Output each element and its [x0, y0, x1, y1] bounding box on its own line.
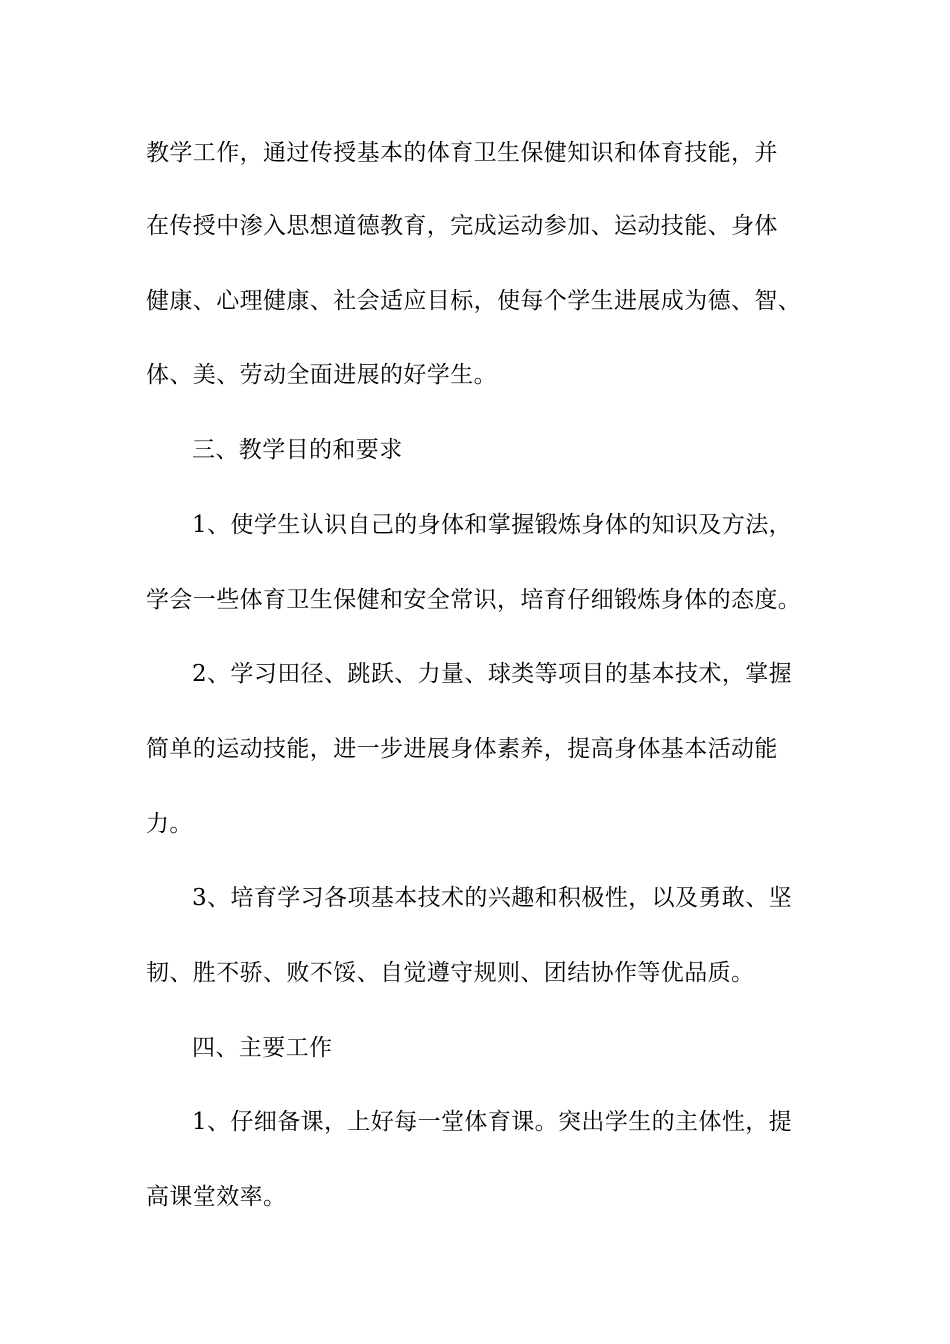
paragraph-line: 体、美、劳动全面进展的好学生。 — [146, 362, 497, 388]
paragraph-line: 力。 — [146, 811, 193, 837]
paragraph-line: 教学工作，通过传授基本的体育卫生保健知识和体育技能，并 — [146, 140, 778, 166]
paragraph-line: 在传授中渗入思想道德教育，完成运动参加、运动技能、身体 — [146, 213, 778, 239]
paragraph-line: 简单的运动技能，进一步进展身体素养，提高身体基本活动能 — [146, 736, 778, 762]
paragraph-line: 学会一些体育卫生保健和安全常识，培育仔细锻炼身体的态度。 — [146, 587, 802, 613]
section-heading: 四、主要工作 — [192, 1035, 333, 1061]
paragraph-line: 高课堂效率。 — [146, 1184, 287, 1210]
paragraph-line: 1、仔细备课，上好每一堂体育课。突出学生的主体性，提 — [192, 1109, 793, 1135]
paragraph-line: 2、学习田径、跳跃、力量、球类等项目的基本技术，掌握 — [192, 661, 793, 687]
paragraph-line: 韧、胜不骄、败不馁、自觉遵守规则、团结协作等优品质。 — [146, 960, 755, 986]
paragraph-line: 1、使学生认识自己的身体和掌握锻炼身体的知识及方法， — [192, 512, 793, 538]
section-heading: 三、教学目的和要求 — [192, 437, 403, 463]
paragraph-line: 健康、心理健康、社会适应目标，使每个学生进展成为德、智、 — [146, 288, 802, 314]
paragraph-line: 3、培育学习各项基本技术的兴趣和积极性，以及勇敢、坚 — [192, 885, 793, 911]
